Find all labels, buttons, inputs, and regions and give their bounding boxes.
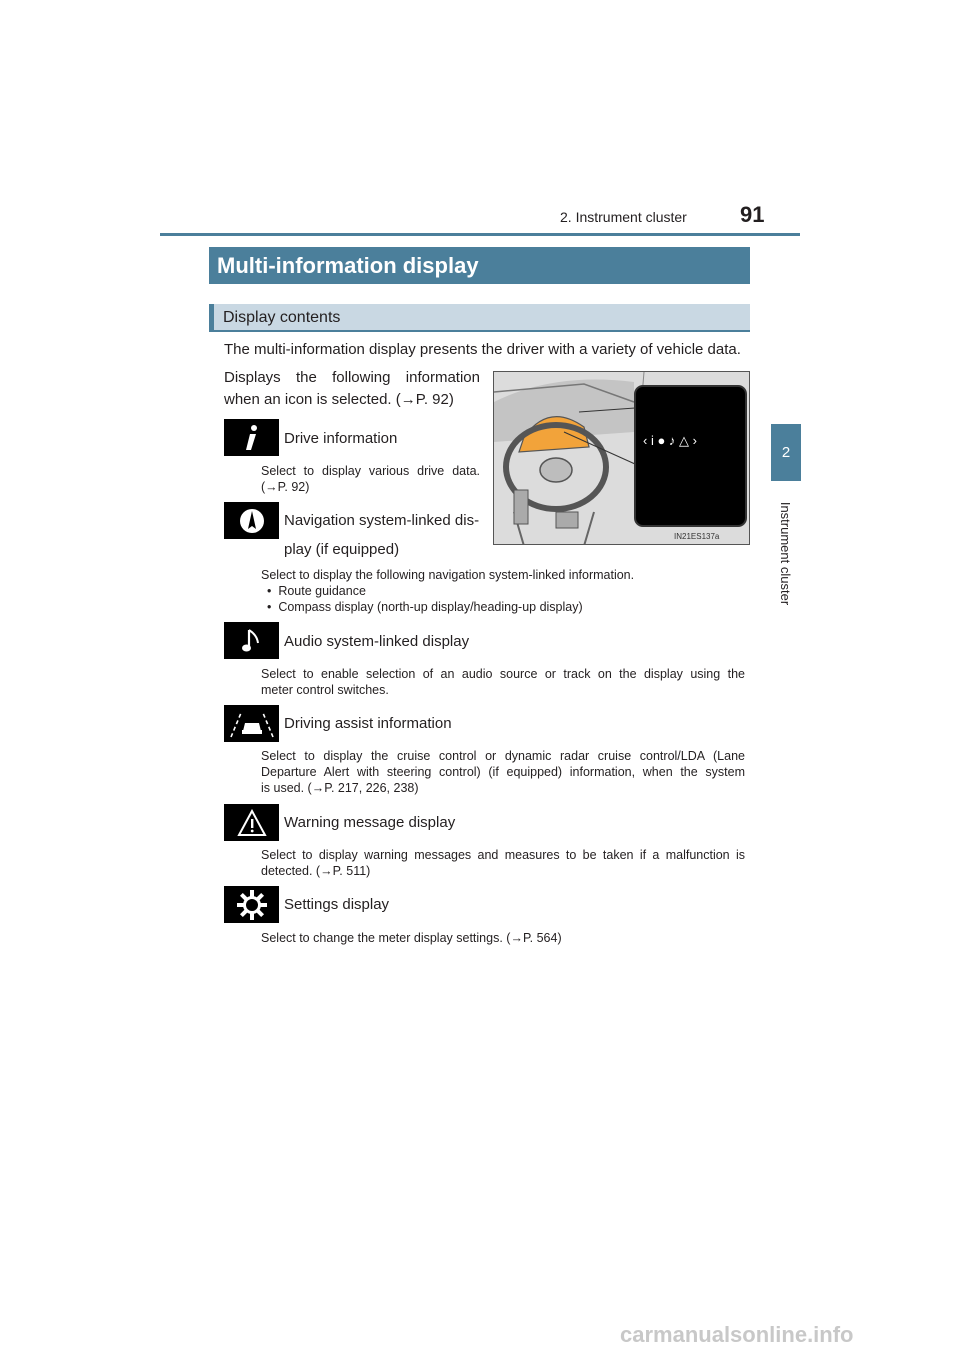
driving-assist-label: Driving assist information — [284, 715, 452, 732]
driving-assist-desc: Select to display the cruise control or dynamic radar cruise control/LDA (Lane — [261, 749, 745, 763]
navigation-icon — [224, 502, 279, 539]
warning-desc: Select to display warning messages and measures to be taken if a malfunction is — [261, 848, 745, 862]
dashboard-illustration — [493, 371, 750, 545]
drive-info-desc2: (→P. 92) — [261, 480, 310, 494]
settings-label: Settings display — [284, 896, 390, 913]
subsection-title: Display contents — [209, 304, 750, 332]
lead-text-line2: when an icon is selected. (→P. 92) — [224, 391, 454, 408]
bullet-text: Route guidance — [278, 584, 366, 598]
info-icon — [224, 419, 279, 456]
intro-text: The multi-information display presents the driver with a variety of vehicle data. — [224, 341, 741, 358]
driving-assist-icon — [224, 705, 279, 742]
gear-icon — [224, 886, 279, 923]
navigation-label2: play (if equipped) — [284, 541, 400, 558]
drive-info-label: Drive information — [284, 430, 398, 447]
navigation-label: Navigation system-linked dis- — [284, 512, 480, 529]
warning-icon — [224, 804, 279, 841]
driving-assist-desc2: Departure Alert with steering control) (if equipped) information, when the system — [261, 765, 745, 779]
lead-text-line1: Displays the following information — [224, 369, 480, 386]
chapter-tab — [771, 424, 801, 481]
settings-desc: Select to change the meter display settings. (→P. 564) — [261, 931, 562, 945]
chapter-label-text: Instrument cluster — [778, 501, 794, 605]
illustration-code: IN21ES137a — [674, 532, 720, 541]
bullet-text: Compass display (north-up display/heading-up display) — [278, 600, 583, 614]
audio-label: Audio system-linked display — [284, 633, 470, 650]
watermark: carmanualsonline.info — [620, 1322, 854, 1347]
audio-desc: Select to enable selection of an audio source or track on the display using the — [261, 667, 745, 681]
driving-assist-desc3: is used. (→P. 217, 226, 238) — [261, 781, 419, 795]
warning-desc2: detected. (→P. 511) — [261, 864, 371, 878]
header-rule — [160, 233, 800, 236]
navigation-desc: Select to display the following navigation system-linked information. — [261, 568, 635, 582]
page-number: 91 — [740, 202, 765, 227]
list-item: • Compass display (north-up display/heading-up display) — [267, 600, 583, 614]
audio-desc2: meter control switches. — [261, 683, 389, 697]
warning-label: Warning message display — [284, 814, 456, 831]
drive-info-desc: Select to display various drive data. — [261, 464, 480, 478]
music-note-icon — [224, 622, 279, 659]
display-icon-row: ‹ i ● ♪ △ › — [643, 433, 697, 448]
chapter-number: 2 — [781, 444, 791, 461]
dashboard-drawing — [494, 372, 750, 545]
section-title: Multi-information display — [209, 247, 750, 284]
list-item: • Route guidance — [267, 584, 366, 598]
header-section-title: 2. Instrument cluster — [560, 209, 687, 225]
chapter-tab-label — [765, 492, 807, 614]
